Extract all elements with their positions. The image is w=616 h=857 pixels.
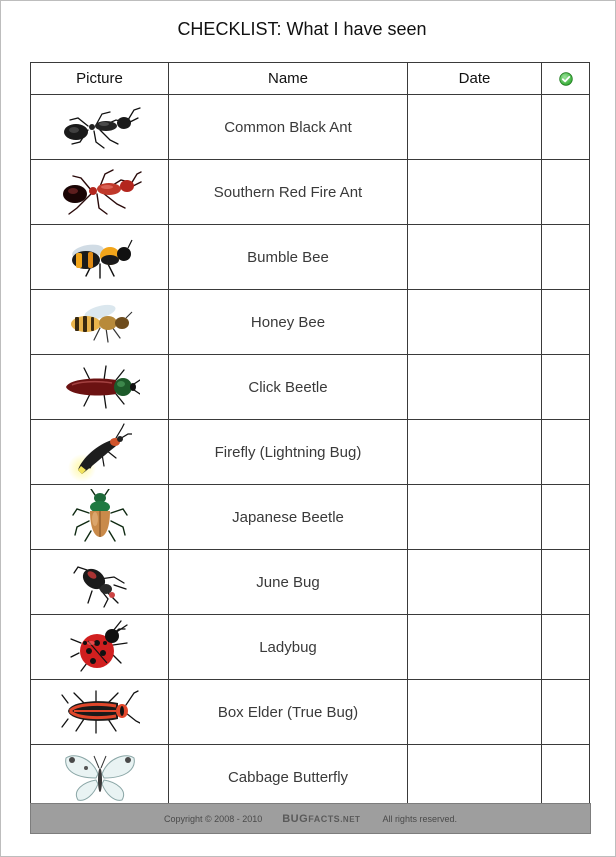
brand-facts: FACTS xyxy=(308,813,341,824)
date-cell[interactable] xyxy=(408,355,542,420)
header-row xyxy=(31,63,590,95)
click-beetle-icon xyxy=(60,364,140,410)
insect-name: June Bug xyxy=(169,550,408,615)
checkbox-cell[interactable] xyxy=(542,290,590,355)
insect-name: Box Elder (True Bug) xyxy=(169,680,408,745)
table-row xyxy=(31,550,590,615)
rights-text: All rights reserved. xyxy=(382,813,457,824)
table-row xyxy=(31,420,590,485)
checklist-table xyxy=(30,62,590,810)
picture-cell xyxy=(31,485,169,550)
table-row xyxy=(31,485,590,550)
date-cell[interactable] xyxy=(408,420,542,485)
picture-cell xyxy=(31,745,169,810)
checkbox-cell[interactable] xyxy=(542,615,590,680)
japanese-beetle-icon xyxy=(71,489,129,545)
date-cell[interactable] xyxy=(408,745,542,810)
picture-cell xyxy=(31,550,169,615)
date-cell[interactable] xyxy=(408,550,542,615)
date-cell[interactable] xyxy=(408,485,542,550)
checkbox-cell[interactable] xyxy=(542,680,590,745)
picture-cell xyxy=(31,355,169,420)
insect-name: Honey Bee xyxy=(169,290,408,355)
checkbox-cell[interactable] xyxy=(542,160,590,225)
checkbox-cell[interactable] xyxy=(542,420,590,485)
insect-name: Ladybug xyxy=(169,615,408,680)
table-row xyxy=(31,680,590,745)
date-cell[interactable] xyxy=(408,290,542,355)
insect-name: Japanese Beetle xyxy=(169,485,408,550)
checkbox-cell[interactable] xyxy=(542,95,590,160)
header-name: Name xyxy=(169,63,408,95)
checkbox-cell[interactable] xyxy=(542,550,590,615)
insect-name: Cabbage Butterfly xyxy=(169,745,408,810)
date-cell[interactable] xyxy=(408,680,542,745)
bumble-bee-icon xyxy=(66,234,134,280)
green-check-circle-icon xyxy=(559,72,573,86)
insect-name: Click Beetle xyxy=(169,355,408,420)
table-row xyxy=(31,290,590,355)
picture-cell xyxy=(31,290,169,355)
date-cell[interactable] xyxy=(408,95,542,160)
checkbox-cell[interactable] xyxy=(542,355,590,420)
checkbox-cell[interactable] xyxy=(542,745,590,810)
footer-bar xyxy=(30,803,591,834)
insect-name: Firefly (Lightning Bug) xyxy=(169,420,408,485)
firefly-icon xyxy=(68,422,132,482)
box-elder-bug-icon xyxy=(60,687,140,737)
picture-cell xyxy=(31,680,169,745)
table-row xyxy=(31,225,590,290)
table-row xyxy=(31,95,590,160)
honey-bee-icon xyxy=(64,300,136,344)
cabbage-butterfly-icon xyxy=(62,750,138,804)
table-row xyxy=(31,355,590,420)
table-row xyxy=(31,615,590,680)
picture-cell xyxy=(31,160,169,225)
insect-name: Common Black Ant xyxy=(169,95,408,160)
brand-main: BUG xyxy=(282,812,309,825)
picture-cell xyxy=(31,420,169,485)
brand-net: .NET xyxy=(340,814,361,824)
black-ant-icon xyxy=(58,104,142,150)
checkbox-cell[interactable] xyxy=(542,485,590,550)
table-row xyxy=(31,745,590,810)
checkbox-cell[interactable] xyxy=(542,225,590,290)
date-cell[interactable] xyxy=(408,160,542,225)
picture-cell xyxy=(31,225,169,290)
insect-name: Southern Red Fire Ant xyxy=(169,160,408,225)
date-cell[interactable] xyxy=(408,225,542,290)
copyright-text: Copyright © 2008 - 2010 xyxy=(164,813,263,824)
picture-cell xyxy=(31,615,169,680)
bugfacts-logo xyxy=(282,813,360,825)
table-row xyxy=(31,160,590,225)
june-bug-icon xyxy=(70,555,130,609)
red-fire-ant-icon xyxy=(57,166,143,218)
insect-name: Bumble Bee xyxy=(169,225,408,290)
ladybug-icon xyxy=(69,619,131,675)
date-cell[interactable] xyxy=(408,615,542,680)
header-date: Date xyxy=(408,63,542,95)
header-picture: Picture xyxy=(31,63,169,95)
page-title: CHECKLIST: What I have seen xyxy=(177,19,427,39)
header-check xyxy=(542,63,590,95)
picture-cell xyxy=(31,95,169,160)
